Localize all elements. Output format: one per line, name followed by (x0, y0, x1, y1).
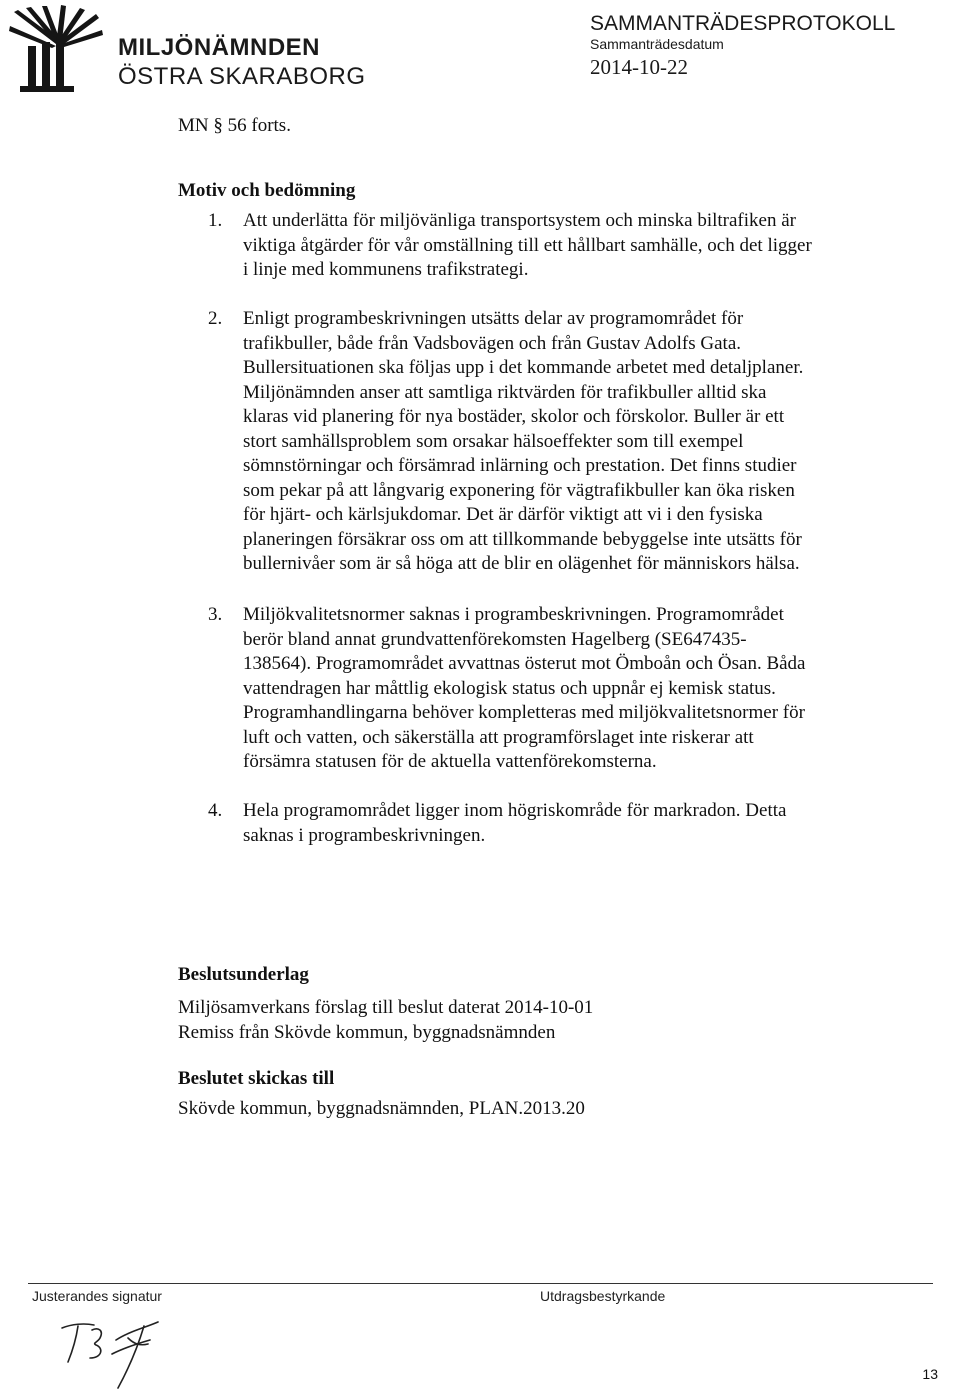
item-line: luft och vatten, och säkerställa att programförslaget inte riskerar att (243, 726, 754, 748)
item-line: för hjärt- och kärlsjukdomar. Det är därför viktigt att vi i den fysiska (243, 504, 763, 525)
item-line: klaras vid planering för nya bostäder, skolor och förskolor. Buller är ett (243, 406, 785, 427)
item-line: försämra statusen för de aktuella vattenförekomsterna. (243, 751, 657, 772)
beslutet-skickas-heading: Beslutet skickas till (178, 1068, 335, 1089)
item-line: 138564). Programområdet avvattnas österut mot Ömboån och Ösan. Båda (243, 653, 806, 674)
item-line: Programhandlingarna behöver kompletteras med miljökvalitetsnormer för (243, 702, 805, 723)
item-line: som pekar på att långvarig exponering för vägtrafikbuller kan öka risken (243, 479, 795, 501)
item-line: vattendragen har måttlig ekologisk status och uppnår ej kemisk status. (243, 677, 776, 699)
motiv-heading: Motiv och bedömning (178, 180, 356, 201)
beslutet-skickas-body (178, 1096, 585, 1121)
utdragsbestyrkande-label: Utdragsbestyrkande (540, 1288, 666, 1304)
document-header (590, 12, 895, 82)
item-line: Miljökvalitetsnormer saknas i programbeskrivningen. Programområdet (243, 604, 784, 625)
item-line: viktiga åtgärder för vår omställning till ett hållbart samhälle, och det ligger (243, 234, 812, 256)
org-line-1: MILJÖNÄMNDEN (118, 34, 320, 61)
justerandes-signatur-label: Justerandes signatur (32, 1288, 162, 1304)
item-number: 1. (208, 210, 223, 231)
item-line: trafikbuller, både från Vadsbovägen och från Gustav Adolfs Gata. (243, 332, 742, 354)
item-line: stort samhällsproblem som orsakar hälsoeffekter som till exempel (243, 430, 744, 452)
item-number: 2. (208, 308, 223, 329)
handwritten-signature (58, 1318, 168, 1390)
item-line: Enligt programbeskrivningen utsätts delar av programområdet för (243, 308, 744, 329)
meeting-date: 2014-10-22 (590, 55, 688, 79)
date-label: Sammanträdesdatum (590, 36, 724, 52)
item-number: 3. (208, 604, 223, 625)
item-line: planeringen försäkrar oss om att tillkommande bebyggelse inte utsätts för (243, 528, 802, 550)
beslutsunderlag-line: Remiss från Skövde kommun, byggnadsnämnden (178, 1022, 556, 1043)
item-line: berör bland annat grundvattenförekomsten Hagelberg (SE647435- (243, 628, 747, 650)
item-line: Hela programområdet ligger inom högriskområde för markradon. Detta (243, 800, 787, 821)
document-type: SAMMANTRÄDESPROTOKOLL (590, 12, 896, 35)
item-number: 4. (208, 800, 223, 821)
item-line: sömnstörningar och försämrad inlärning och prestation. Det finns studier (243, 455, 797, 476)
item-line: i linje med kommunens trafikstrategi. (243, 259, 529, 280)
item-line: bullernivåer som är så höga att de blir en olägenhet för människors hälsa. (243, 553, 800, 574)
item-line: saknas i programbeskrivningen. (243, 824, 486, 846)
item-line: Bullersituationen ska följas upp i det kommande arbetet med detaljplaner. (243, 357, 804, 378)
organization-name (118, 34, 366, 92)
tree-logo-icon (6, 4, 106, 94)
org-line-2: ÖSTRA SKARABORG (118, 63, 366, 90)
footer-divider (28, 1283, 933, 1284)
item-line: Att underlätta för miljövänliga transportsystem och minska biltrafiken är (243, 210, 796, 231)
item-line: Miljönämnden anser att samtliga riktvärden för trafikbuller alltid ska (243, 381, 767, 403)
recipient-line: Skövde kommun, byggnadsnämnden, PLAN.2013.20 (178, 1098, 585, 1119)
beslutsunderlag-body (178, 995, 593, 1045)
paragraph-reference: MN § 56 forts. (178, 115, 291, 136)
page-number: 13 (922, 1366, 938, 1382)
beslutsunderlag-heading: Beslutsunderlag (178, 964, 309, 985)
beslutsunderlag-line: Miljösamverkans förslag till beslut daterat 2014-10-01 (178, 997, 594, 1018)
